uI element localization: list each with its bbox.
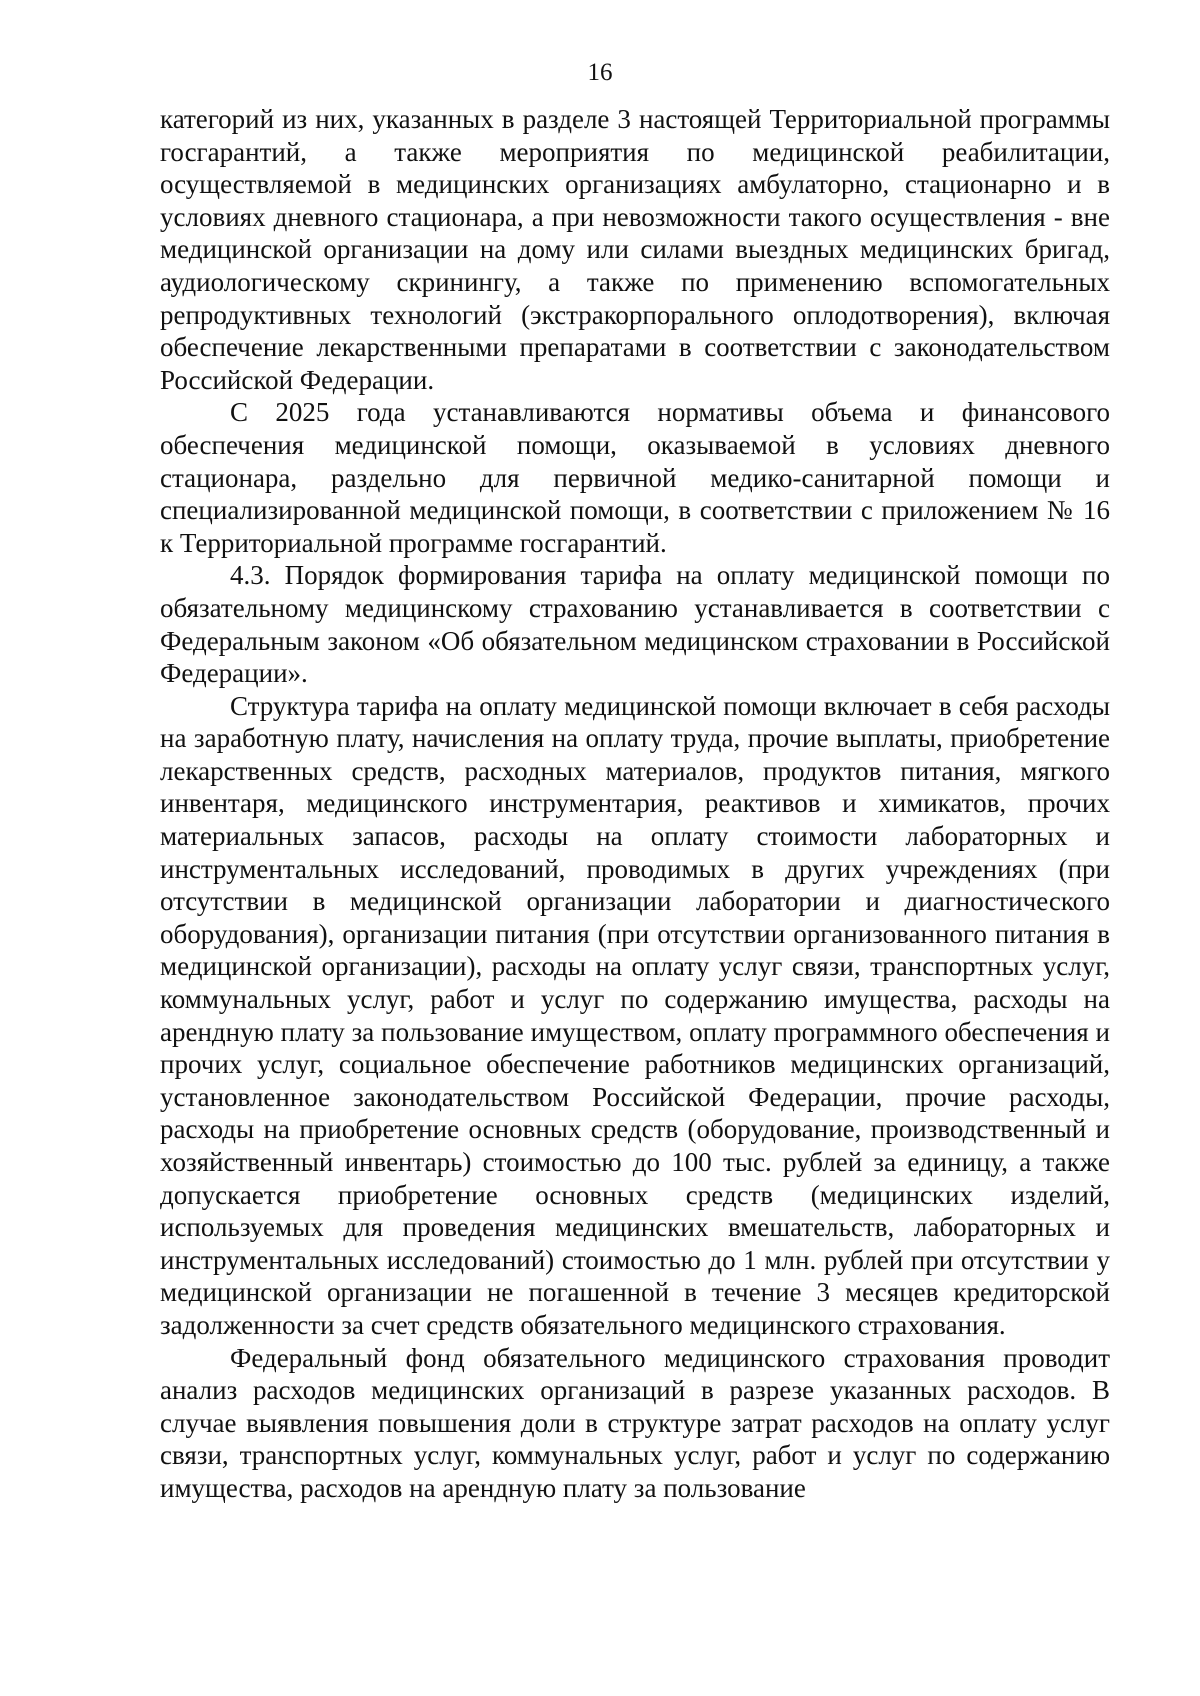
paragraph-rehabilitation-categories: категорий из них, указанных в разделе 3 настоящей Территориальной программы госгарантий, а также мероприятия по медицинской реабилитации, осуществляемой в медицинских организациях амбулаторно, стационарно и в условиях дневного стационара, а при невозможности такого осуществления - вне медицинской организации на дому или силами выездных медицинских бригад, аудиологическому скринингу, а также по применению вспомогательных репродуктивных технологий (экстракорпорального оплодотворения), включая обеспечение лекарственными препаратами в соответствии с законодательством Российской Федерации.: [160, 104, 1110, 395]
document-body: [160, 103, 1110, 1505]
page-number: 16: [587, 59, 613, 86]
paragraph-tariff-structure: Структура тарифа на оплату медицинской помощи включает в себя расходы на заработную плату, начисления на оплату труда, прочие выплаты, приобретение лекарственных средств, расходных материалов, продуктов питания, мягкого инвентаря, медицинского инструментария, реактивов и химикатов, прочих материальных запасов, расходы на оплату стоимости лабораторных и инструментальных исследований, проводимых в других учреждениях (при отсутствии в медицинской организации лаборатории и диагностического оборудования), организации питания (при отсутствии организованного питания в медицинской организации), расходы на оплату услуг связи, транспортных услуг, коммунальных услуг, работ и услуг по содержанию имущества, расходы на арендную плату за пользование имуществом, оплату программного обеспечения и прочих услуг, социальное обеспечение работников медицинских организаций, установленное законодательством Российской Федерации, прочие расходы, расходы на приобретение основных средств (оборудование, производственный и хозяйственный инвентарь) стоимостью до 100 тыс. рублей за единицу, а также допускается приобретение основных средств (медицинских изделий, используемых для проведения медицинских вмешательств, лабораторных и инструментальных исследований) стоимостью до 1 млн. рублей при отсутствии у медицинской организации не погашенной в течение 3 месяцев кредиторской задолженности за счет средств обязательного медицинского страхования.: [160, 690, 1110, 1340]
paragraph-federal-fund-analysis: Федеральный фонд обязательного медицинского страхования проводит анализ расходов медицинских организаций в разрезе указанных расходов. В случае выявления повышения доли в структуре затрат расходов на оплату услуг связи, транспортных услуг, коммунальных услуг, работ и услуг по содержанию имущества, расходов на арендную плату за пользование: [160, 1342, 1110, 1503]
paragraph-tariff-procedure: 4.3. Порядок формирования тарифа на оплату медицинской помощи по обязательному медицинскому страхованию устанавливается в соответствии с Федеральным законом «Об обязательном медицинском страховании в Российской Федерации».: [160, 560, 1110, 689]
paragraph-day-hospital-norms: С 2025 года устанавливаются нормативы объема и финансового обеспечения медицинской помощи, оказываемой в условиях дневного стационара, раздельно для первичной медико-санитарной помощи и специализированной медицинской помощи, в соответствии с приложением № 16 к Территориальной программе госгарантий.: [160, 397, 1110, 558]
